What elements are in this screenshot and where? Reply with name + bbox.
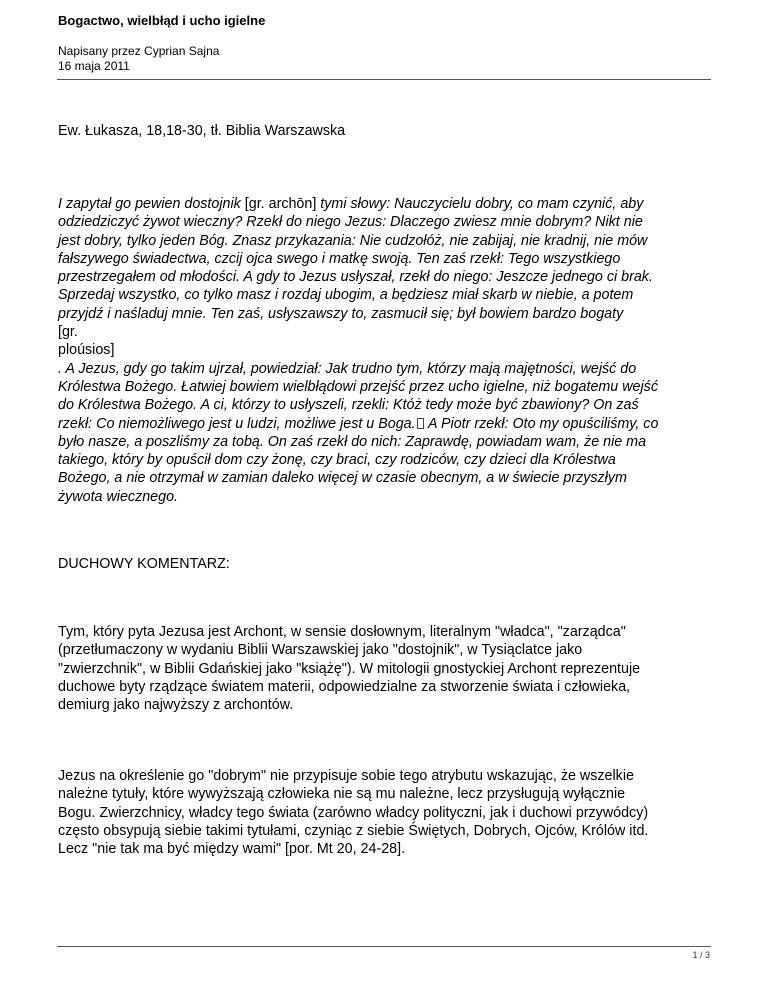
- passage-line: żywota wiecznego.: [58, 488, 178, 505]
- article-title: Bogactwo, wielbłąd i ucho igielne: [58, 13, 266, 28]
- header-divider: [57, 79, 711, 80]
- page-number: 1 / 3: [692, 950, 710, 960]
- greek-note: ploúsios]: [58, 342, 115, 359]
- passage-line: odziedziczyć żywot wieczny? Rzekł do niego Jezus: Dlaczego zwiesz mnie dobrym? Nikt nie: [58, 214, 643, 231]
- passage-line: [58, 195, 713, 213]
- passage-text: tymi słowy: Nauczycielu dobry, co mam czynić, aby: [316, 196, 644, 212]
- passage-line: jest dobry, tylko jeden Bóg. Znasz przykazania: Nie cudzołóż, nie zabijaj, nie kradnij, nie mów: [58, 232, 648, 249]
- commentary-heading: DUCHOWY KOMENTARZ:: [58, 556, 230, 572]
- missing-glyph-icon: [417, 418, 424, 429]
- paragraph-line: Bogu. Zwierzchnicy, władcy tego świata (zarówno władcy polityczni, jak i duchowi przywódcy): [58, 804, 649, 821]
- scripture-reference: Ew. Łukasza, 18,18-30, tł. Biblia Warszawska: [58, 123, 346, 139]
- paragraph-line: Lecz "nie tak ma być między wami" [por. Mt 20, 24-28].: [58, 841, 406, 858]
- paragraph-line: (przetłumaczony w wydaniu Biblii Warszawskiej jako "dostojnik", w Tysiąclatce jako: [58, 642, 583, 659]
- passage-text: A Piotr rzekł: Oto my opuściliśmy, co: [424, 415, 659, 432]
- passage-text: I zapytał go pewien dostojnik: [58, 196, 245, 212]
- passage-line: Sprzedaj wszystko, co tylko masz i rozdaj ubogim, a będziesz miał skarb w niebie, a potem: [58, 287, 634, 304]
- passage-text: rzekł: Co niemożliwego jest u ludzi, możliwe jest u Boga.: [58, 415, 416, 432]
- passage-line: fałszywego świadectwa, czcij ojca swego i matkę swoją. Ten zaś rzekł: Tego wszystkiego: [58, 250, 621, 267]
- passage-line: Królestwa Bożego. Łatwiej bowiem wielbłądowi przejść przez ucho igielne, niż bogatemu wejść: [58, 378, 658, 395]
- paragraph-line: "zwierzchnik", w Biblii Gdańskiej jako "książę"). W mitologii gnostyckiej Archont reprezentuje: [58, 660, 641, 677]
- passage-line: . A Jezus, gdy go takim ujrzał, powiedział: Jak trudno tym, którzy mają majętności, wejść do: [58, 360, 637, 377]
- author-line: Napisany przez Cyprian Sajna: [58, 44, 220, 58]
- passage-line: do Królestwa Bożego. A ci, którzy to usłyszeli, rzekli: Któż tedy może być zbawiony? On zaś: [58, 397, 639, 414]
- passage-line: takiego, który by opuścił dom czy żonę, czy braci, czy rodziców, czy dzieci dla Królestwa: [58, 452, 616, 469]
- commentary-paragraph-2: [58, 767, 713, 858]
- footer-divider: [57, 946, 711, 947]
- passage-line: było nasze, a poszliśmy za tobą. On zaś rzekł do nich: Zaprawdę, powiadam wam, że nie ma: [58, 433, 647, 450]
- paragraph-line: Jezus na określenie go "dobrym" nie przypisuje sobie tego atrybutu wskazując, że wszelkie: [58, 768, 634, 784]
- passage-line: Bożego, a nie otrzymał w zamian daleko więcej w czasie obecnym, a w świecie przyszłym: [58, 470, 627, 487]
- paragraph-line: demiurg jako najwyższy z archontów.: [58, 697, 294, 714]
- paragraph-line: duchowe byty rządzące światem materii, odpowiedzialne za stworzenie świata i człowieka,: [58, 678, 631, 695]
- passage-line: przestrzegałem od młodości. A gdy to Jezus usłyszał, rzekł do niego: Jeszcze jednego ci brak.: [58, 269, 653, 286]
- article-meta: [58, 44, 219, 74]
- commentary-paragraph-1: [58, 623, 713, 714]
- publish-date: 16 maja 2011: [58, 59, 130, 73]
- greek-note: [gr.: [58, 324, 78, 341]
- paragraph-line: często obsypują siebie takimi tytułami, czyniąc z siebie Świętych, Dobrych, Ojców, Królów itd.: [58, 822, 649, 839]
- paragraph-line: należne tytuły, które wywyższają człowieka nie są mu należne, lecz przysługują wyłącznie: [58, 786, 626, 803]
- passage-line: przyjdź i naśladuj mnie. Ten zaś, usłyszawszy to, zasmucił się; był bowiem bardzo bogaty: [58, 305, 624, 322]
- greek-note: [gr. archōn]: [244, 196, 317, 212]
- scripture-passage: [58, 195, 713, 506]
- paragraph-line: Tym, który pyta Jezusa jest Archont, w sensie dosłownym, literalnym "władca", "zarządca": [58, 624, 626, 640]
- passage-line: [58, 415, 713, 433]
